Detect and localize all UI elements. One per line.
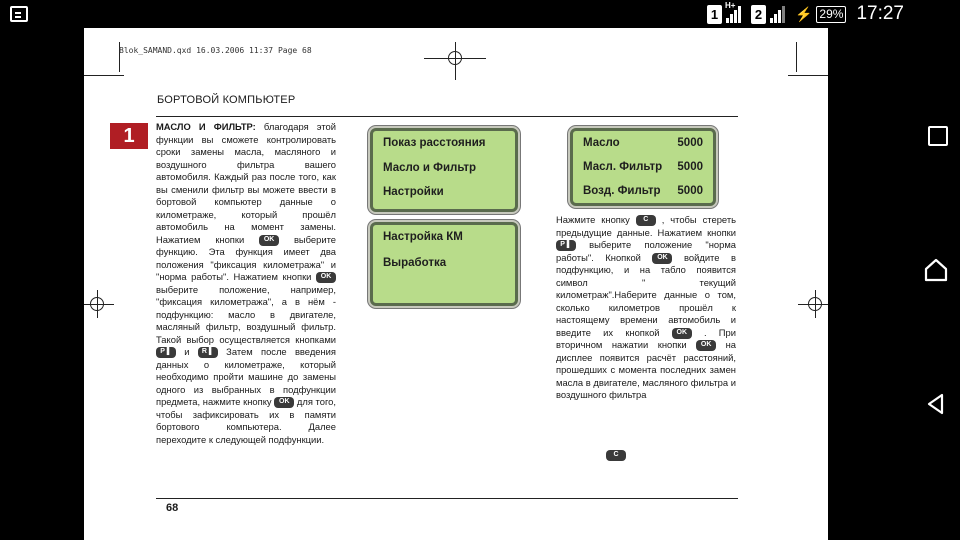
lcd-item: Настройки [383, 186, 444, 198]
ok-key-icon: OK [696, 340, 716, 351]
c-key-icon: C [636, 215, 656, 226]
ok-key-icon: OK [652, 253, 672, 264]
sim2-icon: 2 [751, 5, 766, 24]
lcd-values [570, 128, 716, 206]
lcd-item: Показ расстояния [383, 137, 486, 149]
status-icons [707, 3, 904, 25]
section-title: БОРТОВОЙ КОМПЬЮТЕР [157, 94, 296, 106]
lcd-value: 5000 [677, 161, 703, 173]
lcd-value: 5000 [677, 137, 703, 149]
left-column-text: МАСЛО И ФИЛЬТР: благодаря этой функции вы сможете контролировать сроки замены масла, масляного и воздушного фильтра вашего автомобиля. Каждый раз после того, как вы сменили фильтр вы можете ввести в бортовой компьютер данные о километраже, который прошёл автомобиль на момент замены. Нажатием кнопки OK выберите функцию. Эта функция имеет два положения "фиксация километража" и "норма работы". Нажатием кнопки OK выберите положение, например, "фиксация километража", а в нём - подфункцию: масло в двигателе, масляный фильтр, воздушный фильтр. Такой выбор осуществляется кнопками P ▌ и R ▌ Затем после введения данных о километраже, который необходимо пройти машине до замены одного из выбранных в подфункции предмета, нажмите кнопку OK для того, чтобы зафиксировать их в памяти бортового компьютера. Далее переходите к следующей подфункции. [156, 121, 337, 445]
signal-icon [724, 1, 741, 23]
r-key-icon: R ▌ [198, 347, 218, 358]
ok-key-icon: OK [316, 272, 336, 283]
ok-key-icon: OK [672, 328, 692, 339]
home-icon[interactable] [922, 256, 950, 284]
chapter-badge: 1 [110, 123, 148, 149]
lcd-item: Выработка [383, 257, 447, 269]
lcd-menu-main [370, 128, 518, 212]
page-number: 68 [166, 502, 179, 514]
battery-level: 29% [816, 6, 846, 23]
ok-key-icon: OK [259, 235, 279, 246]
lcd-menu-settings [370, 222, 518, 306]
lcd-label: Возд. Фильтр [583, 185, 661, 197]
clock: 17:27 [856, 3, 904, 24]
back-triangle-icon[interactable] [922, 390, 950, 418]
crop-header: Blok_SAMAND.qxd 16.03.2006 11:37 Page 68 [119, 46, 312, 55]
lcd-item: Масло и Фильтр [383, 162, 477, 174]
left-heading: МАСЛО И ФИЛЬТР: [156, 121, 256, 132]
square-icon[interactable] [922, 120, 950, 148]
p-key-icon: P ▌ [556, 240, 576, 251]
navigation-bar [912, 28, 960, 540]
lcd-label: Масло [583, 137, 620, 149]
message-icon [10, 6, 28, 22]
lcd-value: 5000 [677, 185, 703, 197]
charging-icon: ⚡ [794, 5, 813, 22]
lcd-label: Масл. Фильтр [583, 161, 663, 173]
p-key-icon: P ▌ [156, 347, 176, 358]
network-type: H+ [724, 1, 736, 10]
lcd-item: Настройка КМ [383, 231, 463, 243]
right-column-text: Нажмите кнопку C , чтобы стереть предыдущие данные. Нажатием кнопки P ▌ выберите положение "норма работы". Кнопкой OK войдите в подфункцию, и на табло появится символ " текущий километраж".Наберите данные о том, сколько километров прошёл к настоящему времени автомобиль и введите их кнопкой OK . При вторичном нажатии кнопки OK на дисплее появится расчёт расстояний, прошедших с момента последних замен масла в двигателе, масляного фильтра и воздушного фильтра [556, 214, 737, 400]
signal-icon-2 [770, 5, 785, 23]
sim1-icon: 1 [707, 5, 722, 24]
c-key-icon: C [606, 450, 626, 461]
document-page[interactable] [84, 28, 828, 540]
ok-key-icon: OK [274, 397, 294, 408]
status-bar [0, 0, 960, 28]
